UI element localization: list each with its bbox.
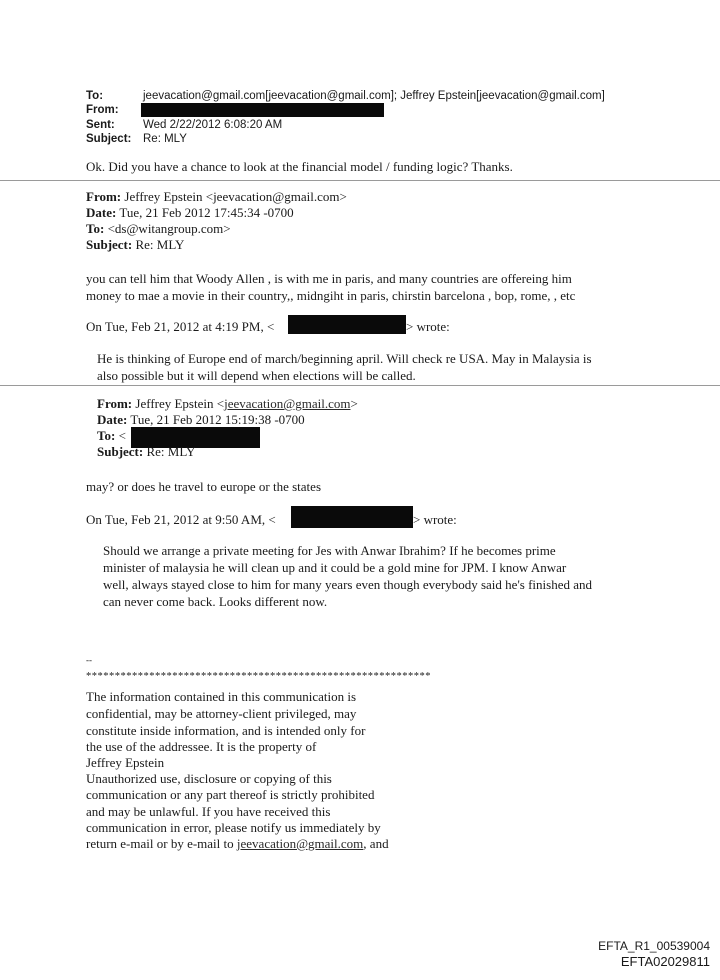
quote-line: can never come back. Looks different now. — [103, 594, 328, 609]
disclaimer-text: , and — [363, 836, 389, 851]
divider-line — [0, 180, 720, 181]
disclaimer-line: communication or any part thereof is strictly prohibited — [86, 787, 375, 802]
date-label: Date: — [97, 412, 128, 427]
quote-intro-suffix: > wrote: — [413, 512, 457, 527]
quote-intro: On Tue, Feb 21, 2012 at 9:50 AM, < — [86, 512, 276, 527]
star-separator: ************************************************************ — [86, 671, 431, 682]
quote-line: minister of malaysia he will clean up and it could be a gold mine for JPM. I know Anwar — [103, 560, 567, 575]
message3-to — [97, 427, 126, 445]
quote-line: well, always stayed close to him for many years even though everybody said he's finished and — [103, 577, 592, 592]
message2-from — [86, 188, 347, 206]
disclaimer-line: and may be unlawful. If you have received this — [86, 804, 331, 819]
date-value: Tue, 21 Feb 2012 15:19:38 -0700 — [130, 412, 305, 427]
message-body-line: you can tell him that Woody Allen , is with me in paris, and many countries are offereing him — [86, 271, 572, 286]
subject-value: Re: MLY — [146, 444, 196, 459]
from-label: From: — [86, 189, 122, 204]
from-value: Jeffrey Epstein <jeevacation@gmail.com> — [124, 189, 347, 204]
from-name: Jeffrey Epstein < — [135, 396, 225, 411]
from-close: > — [350, 396, 358, 411]
message-body-line: money to mae a movie in their country,, midngiht in paris, chirstin barcelona , bop, rome, , etc — [86, 288, 576, 303]
quote-intro-suffix: > wrote: — [406, 319, 450, 334]
disclaimer-line: confidential, may be attorney-client privileged, may — [86, 706, 357, 721]
message3-from — [97, 395, 358, 413]
redaction-box — [288, 315, 406, 334]
date-value: Tue, 21 Feb 2012 17:45:34 -0700 — [119, 205, 294, 220]
from-label: From: — [97, 396, 133, 411]
disclaimer-line: the use of the addressee. It is the property of — [86, 739, 317, 754]
sent-label: Sent: — [86, 119, 115, 131]
to-value: jeevacation@gmail.com[jeevacation@gmail.com]; Jeffrey Epstein[jeevacation@gmail.com] — [143, 90, 605, 102]
message3-subject — [97, 443, 195, 461]
quote-line: Should we arrange a private meeting for Jes with Anwar Ibrahim? If he becomes prime — [103, 543, 556, 558]
document-id: EFTA02029811 — [620, 954, 710, 969]
disclaimer-line — [86, 835, 389, 853]
redaction-box — [141, 103, 384, 117]
quote-line: also possible but it will depend when elections will be called. — [97, 368, 416, 383]
to-label: To: — [86, 221, 105, 236]
message-body: may? or does he travel to europe or the states — [86, 479, 321, 494]
message2-date — [86, 204, 294, 222]
quote-intro: On Tue, Feb 21, 2012 at 4:19 PM, < — [86, 319, 275, 334]
email-link[interactable]: jeevacation@gmail.com — [236, 836, 364, 851]
message2-to — [86, 220, 231, 238]
disclaimer-line: constitute inside information, and is intended only for — [86, 723, 366, 738]
disclaimer-line: communication in error, please notify us immediately by — [86, 820, 381, 835]
subject-label: Subject: — [97, 444, 144, 459]
subject-label: Subject: — [86, 237, 133, 252]
subject-label: Subject: — [86, 133, 132, 145]
divider-line — [0, 385, 720, 386]
email-link[interactable]: jeevacation@gmail.com — [224, 396, 351, 411]
message-body: Ok. Did you have a chance to look at the financial model / funding logic? Thanks. — [86, 159, 513, 174]
disclaimer-line: Jeffrey Epstein — [86, 755, 165, 770]
from-label: From: — [86, 104, 119, 116]
sent-value: Wed 2/22/2012 6:08:20 AM — [143, 119, 283, 131]
disclaimer-text: return e-mail or by e-mail to — [86, 836, 237, 851]
to-label: To: — [97, 428, 116, 443]
message3-date — [97, 411, 305, 429]
to-value: < — [118, 428, 126, 443]
disclaimer-line: The information contained in this communication is — [86, 689, 357, 704]
quote-line: He is thinking of Europe end of march/beginning april. Will check re USA. May in Malaysia is — [97, 351, 592, 366]
to-label: To: — [86, 90, 104, 102]
to-value: <ds@witangroup.com> — [107, 221, 231, 236]
redaction-box — [291, 506, 413, 528]
message2-subject — [86, 236, 184, 254]
subject-value: Re: MLY — [135, 237, 185, 252]
date-label: Date: — [86, 205, 117, 220]
subject-value: Re: MLY — [143, 133, 187, 145]
signature-dashes: -- — [86, 655, 92, 665]
document-id: EFTA_R1_00539004 — [598, 939, 710, 953]
disclaimer-line: Unauthorized use, disclosure or copying of this — [86, 771, 332, 786]
